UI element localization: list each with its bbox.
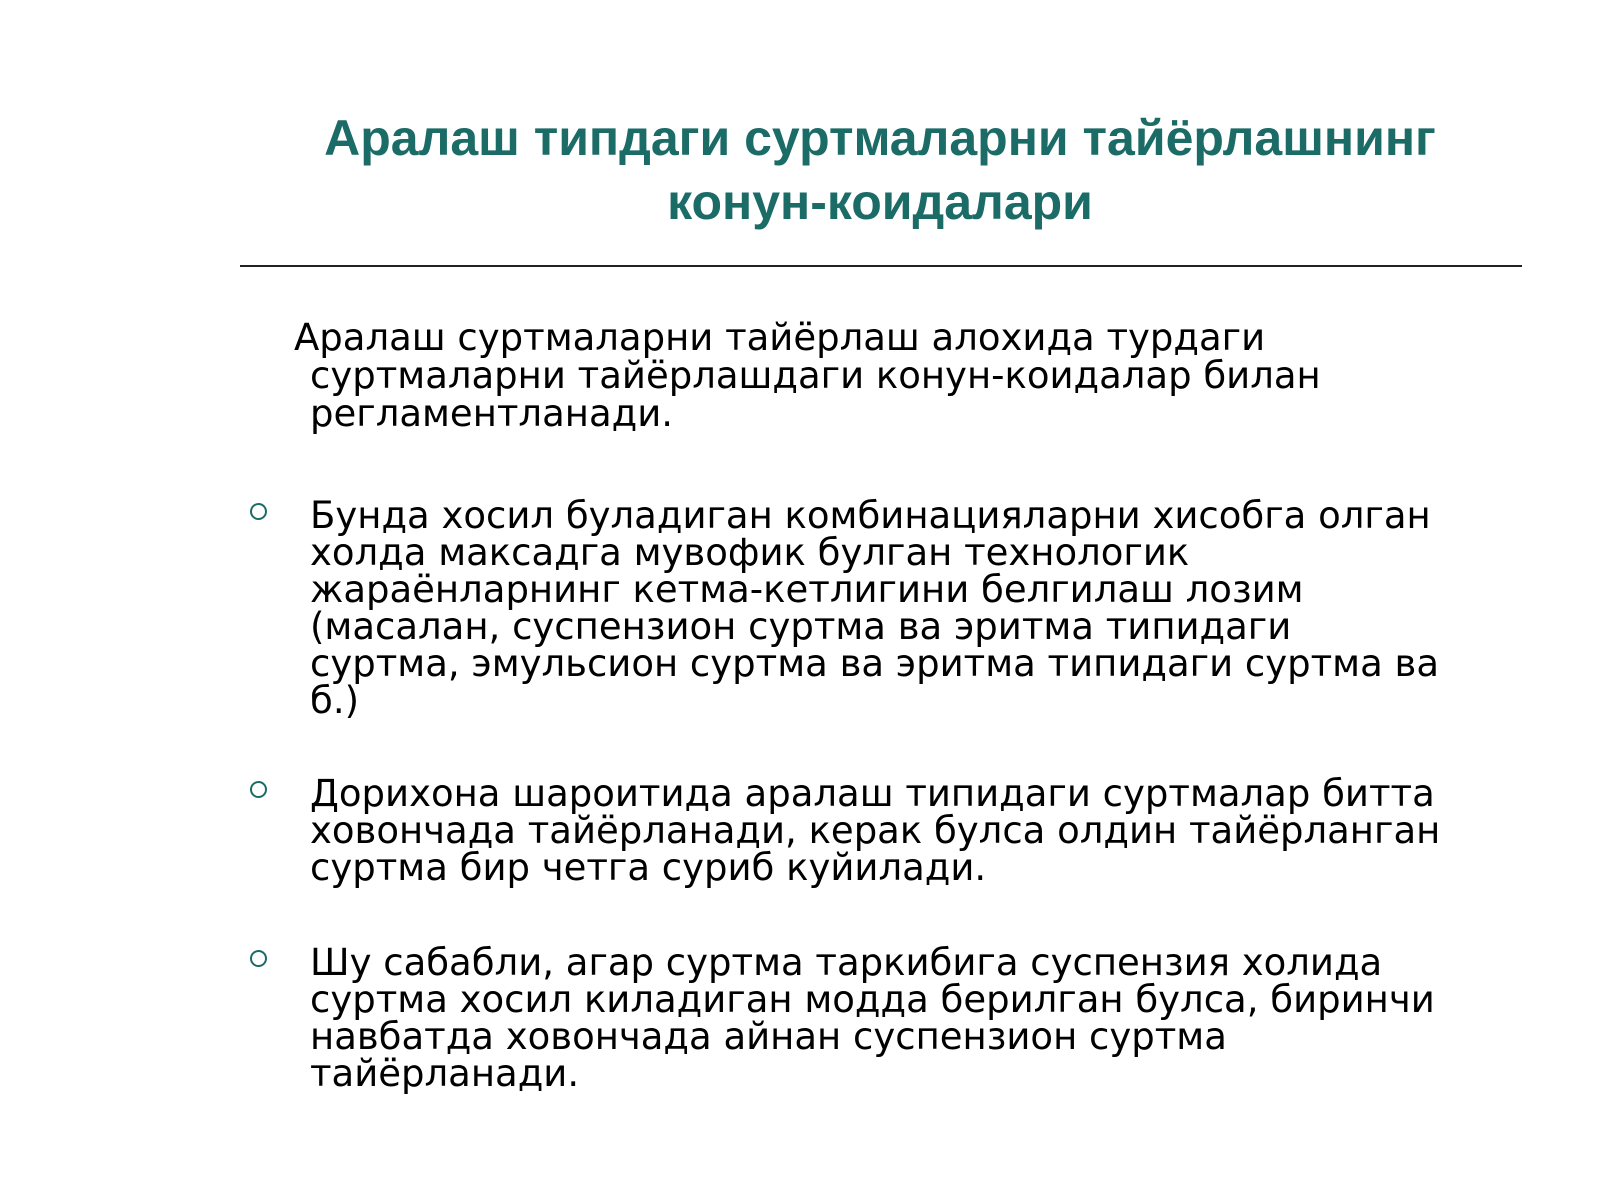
bullet-line: суртма, эмульсион суртма ва эритма типидаги суртма ва xyxy=(310,642,1439,685)
bullet-line: (масалан, суспензион суртма ва эритма типидаги xyxy=(310,605,1292,648)
bullet-line: тайёрланади. xyxy=(310,1052,580,1095)
bullet-text xyxy=(310,494,1520,722)
bullet-item xyxy=(250,494,1520,722)
intro-line: регламентланади. xyxy=(310,392,674,435)
bullet-line: суртма хосил киладиган модда берилган булса, биринчи xyxy=(310,978,1435,1021)
bullet-item xyxy=(250,772,1520,889)
slide-title xyxy=(240,106,1520,234)
bullet-line: Бунда хосил буладиган комбинацияларни хисобга олган xyxy=(310,494,1431,537)
intro-line: суртмаларни тайёрлашдаги конун-коидалар билан xyxy=(310,354,1321,397)
circle-bullet-icon xyxy=(250,950,267,967)
slide-title-line: конун-коидалари xyxy=(667,174,1093,230)
bullet-line: Шу сабабли, агар суртма таркибига суспензия холида xyxy=(310,941,1383,984)
bullet-line: жараёнларнинг кетма-кетлигини белгилаш лозим xyxy=(310,568,1304,611)
bullet-line: навбатда ховончада айнан суспензион суртма xyxy=(310,1015,1227,1058)
circle-bullet-icon xyxy=(250,503,267,520)
bullet-item xyxy=(250,941,1520,1095)
bullet-text xyxy=(310,772,1520,889)
bullet-line: Дорихона шароитида аралаш типидаги суртмалар битта xyxy=(310,772,1435,815)
bullet-line: холда максадга мувофик булган технологик xyxy=(310,531,1190,574)
bullet-line: суртма бир четга суриб куйилади. xyxy=(310,846,987,889)
title-divider xyxy=(240,265,1522,267)
intro-line: Аралаш суртмаларни тайёрлаш алохида турдаги xyxy=(294,316,1266,359)
slide-title-line: Аралаш типдаги суртмаларни тайёрлашнинг xyxy=(324,110,1436,166)
circle-bullet-icon xyxy=(250,781,267,798)
intro-paragraph xyxy=(294,316,1514,435)
bullet-line: б.) xyxy=(310,679,360,722)
bullet-text xyxy=(310,941,1520,1095)
bullet-line: ховончада тайёрланади, керак булса олдин тайёрланган xyxy=(310,809,1441,852)
